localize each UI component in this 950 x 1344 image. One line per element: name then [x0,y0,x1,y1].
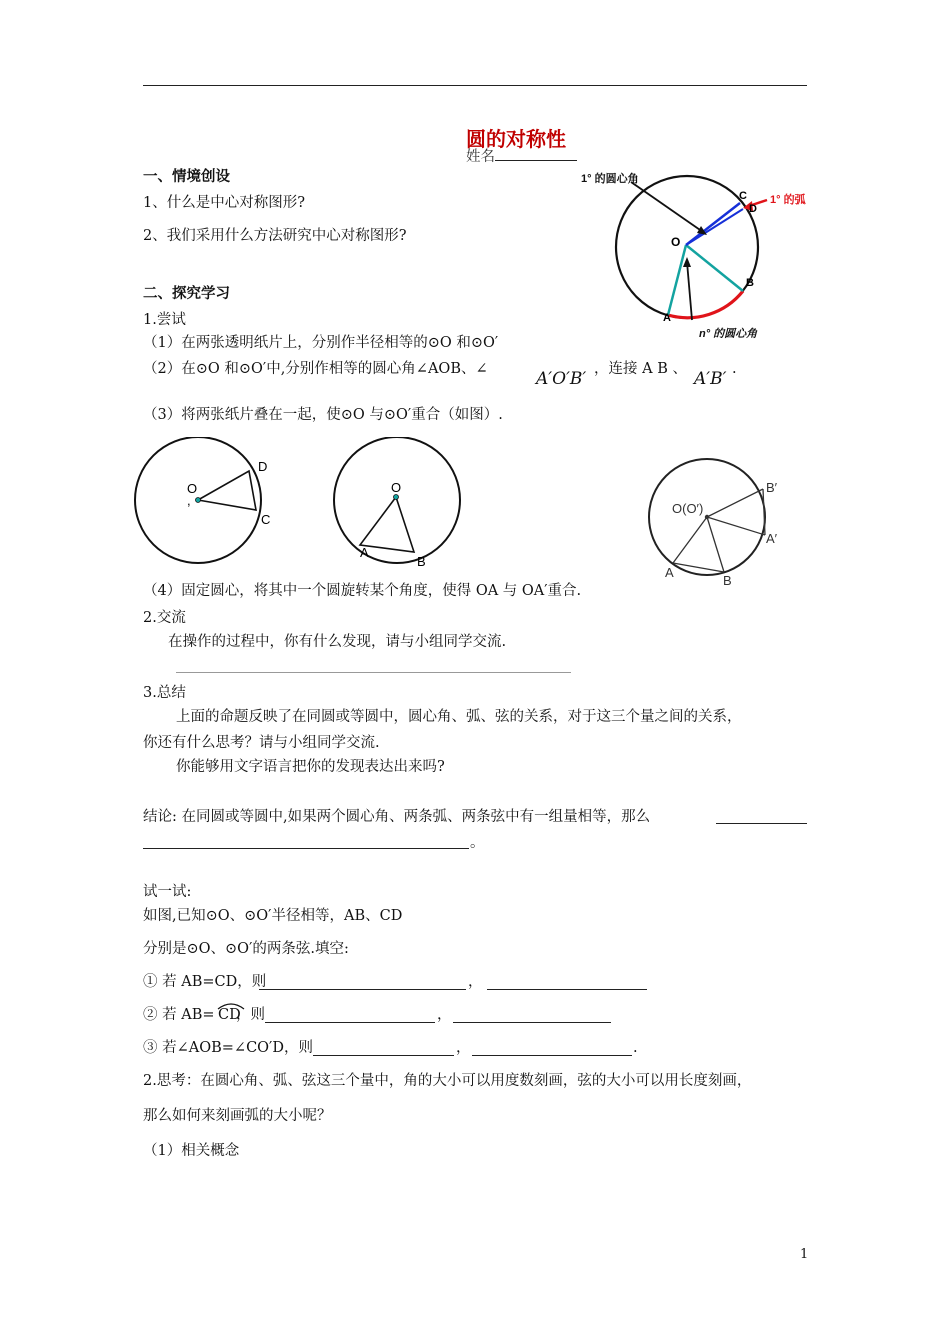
step-3: （3）将两张纸片叠在一起，使⊙O 与⊙O′重合（如图）. [143,407,503,423]
arrow-n-angle-head [683,257,691,267]
name-field[interactable] [466,147,577,166]
try-3-period: . [633,1040,638,1056]
line-oa-prime [707,517,765,535]
section2-heading: 二、探究学习 [143,286,230,302]
conclusion-blank-1[interactable] [716,823,807,824]
label-b-right: B [723,573,732,588]
step-2-mid: ，连接 A B 、 [594,361,687,377]
exchange-text: 在操作的过程中，你有什么发现，请与小组同学交流. [168,634,507,650]
segment-ab-prime: A′B′ [694,369,727,389]
label-o-left: O [187,481,198,496]
label-c-left: C [261,512,271,527]
page-number: 1 [800,1247,809,1262]
think-line-2: 那么如何来刻画弧的大小呢？ [143,1108,332,1124]
line-oa [673,517,707,563]
summary-line-1: 上面的命题反映了在同圆或等圆中，圆心角、弧、弦的关系，对于这三个量之间的关系， [176,709,742,725]
triangle-oab [360,497,414,552]
try-2-blank-2[interactable] [453,1022,611,1023]
radius-oc [686,203,740,245]
try-1-blank-1[interactable] [259,989,466,990]
step-2-text: （2）在⊙O 和⊙O′中,分别作相等的圆心角∠AOB、∠ [143,361,488,377]
try-item-3: ③ 若∠AOB=∠CO′D，则 [143,1040,313,1056]
try-3-blank-2[interactable] [472,1055,632,1056]
radius-ob [686,245,743,291]
conclusion [143,808,650,826]
red-arc [668,291,743,318]
header-rule [143,85,807,86]
radius-oa [668,245,686,315]
sub-heading-try: 1.尝试 [143,312,186,328]
page-title: 圆的对称性 [466,127,566,151]
label-b-mid: B [417,554,426,569]
name-label: 姓名 [466,149,495,165]
conclusion-end: 。 [470,835,485,851]
label-o-right: O(O′) [672,501,704,516]
summary-line-2: 你还有什么思考？请与小组同学交流. [143,735,380,751]
exchange-answer-line[interactable] [176,672,571,673]
label-prime-left: , [187,493,191,508]
conclusion-text: 结论: 在同圆或等圆中,如果两个圆心角、两条弧、两条弦中有一组量相等，那么 [143,809,651,825]
label-o-mid: O [391,480,402,495]
figure-central-angle [575,165,820,350]
center-dot-left [196,498,201,503]
sub-heading-summary: 3.总结 [143,685,186,701]
try-2-then: ，则 [236,1007,265,1023]
label-a-right: A [665,565,674,580]
figure-circle-o-prime [130,437,280,572]
angle-aob-prime: A′O′B′ [536,369,587,389]
try-desc-1: 如图,已知⊙O、⊙O′半径相等，AB、CD [143,908,403,924]
step-2 [143,360,488,378]
question-1: 1、什么是中心对称图形? [143,195,305,211]
try-1-comma: ， [468,974,483,990]
section1-heading: 一、情境创设 [143,169,230,185]
try-title: 试一试: [143,884,192,900]
point-o: O [671,235,681,249]
label-b-prime-right: B′ [766,480,778,495]
try-item-2: ② 若 AB= [143,1007,215,1023]
line-ob [707,517,724,572]
triangle-ocd [198,471,256,510]
question-2: 2、我们采用什么方法研究中心对称图形? [143,228,407,244]
figure-overlap [620,455,795,590]
label-n-angle: n° 的圆心角 [699,328,758,340]
point-b: B [746,277,754,289]
try-2-blank-1[interactable] [265,1022,435,1023]
arrow-1deg-angle [631,182,703,232]
try-2-arc-cd: CD [218,1007,241,1023]
try-1-blank-2[interactable] [487,989,647,990]
center-dot-right [705,515,709,519]
label-a-prime-right: A′ [766,531,778,546]
try-3-comma: ， [456,1040,471,1056]
sub-heading-exchange: 2.交流 [143,610,186,626]
summary-line-3: 你能够用文字语言把你的发现表达出来吗? [176,759,445,775]
center-dot-mid [394,495,399,500]
try-2-comma: ， [437,1007,452,1023]
point-c: C [739,190,747,202]
conclusion-blank-2[interactable] [143,848,469,849]
try-item-1: ① 若 AB=CD，则 [143,974,267,990]
label-a-mid: A [360,545,369,560]
line-ob-prime [707,489,763,517]
concept-heading: （1）相关概念 [143,1143,240,1159]
try-desc-2: 分别是⊙O、⊙O′的两条弦.填空: [143,941,349,957]
label-d-left: D [258,459,268,474]
figure-circle-o [330,437,475,572]
point-a: A [663,312,671,324]
arrow-n-angle [687,262,692,320]
try-3-blank-1[interactable] [313,1055,454,1056]
label-1deg-arc: 1° 的弧 [770,194,806,206]
label-1deg-angle: 1° 的圆心角 [581,173,639,185]
step-1: （1）在两张透明纸片上，分别作半径相等的⊙O 和⊙O′ [143,335,499,351]
point-d: D [749,203,757,215]
step-4: （4）固定圆心，将其中一个圆旋转某个角度，使得 OA 与 OA′重合. [143,583,582,599]
step-2-end: . [732,361,737,377]
think-line-1: 2.思考：在圆心角、弧、弦这三个量中，角的大小可以用度数刻画，弦的大小可以用长度刻画， [143,1073,752,1089]
line-ab [673,563,724,572]
